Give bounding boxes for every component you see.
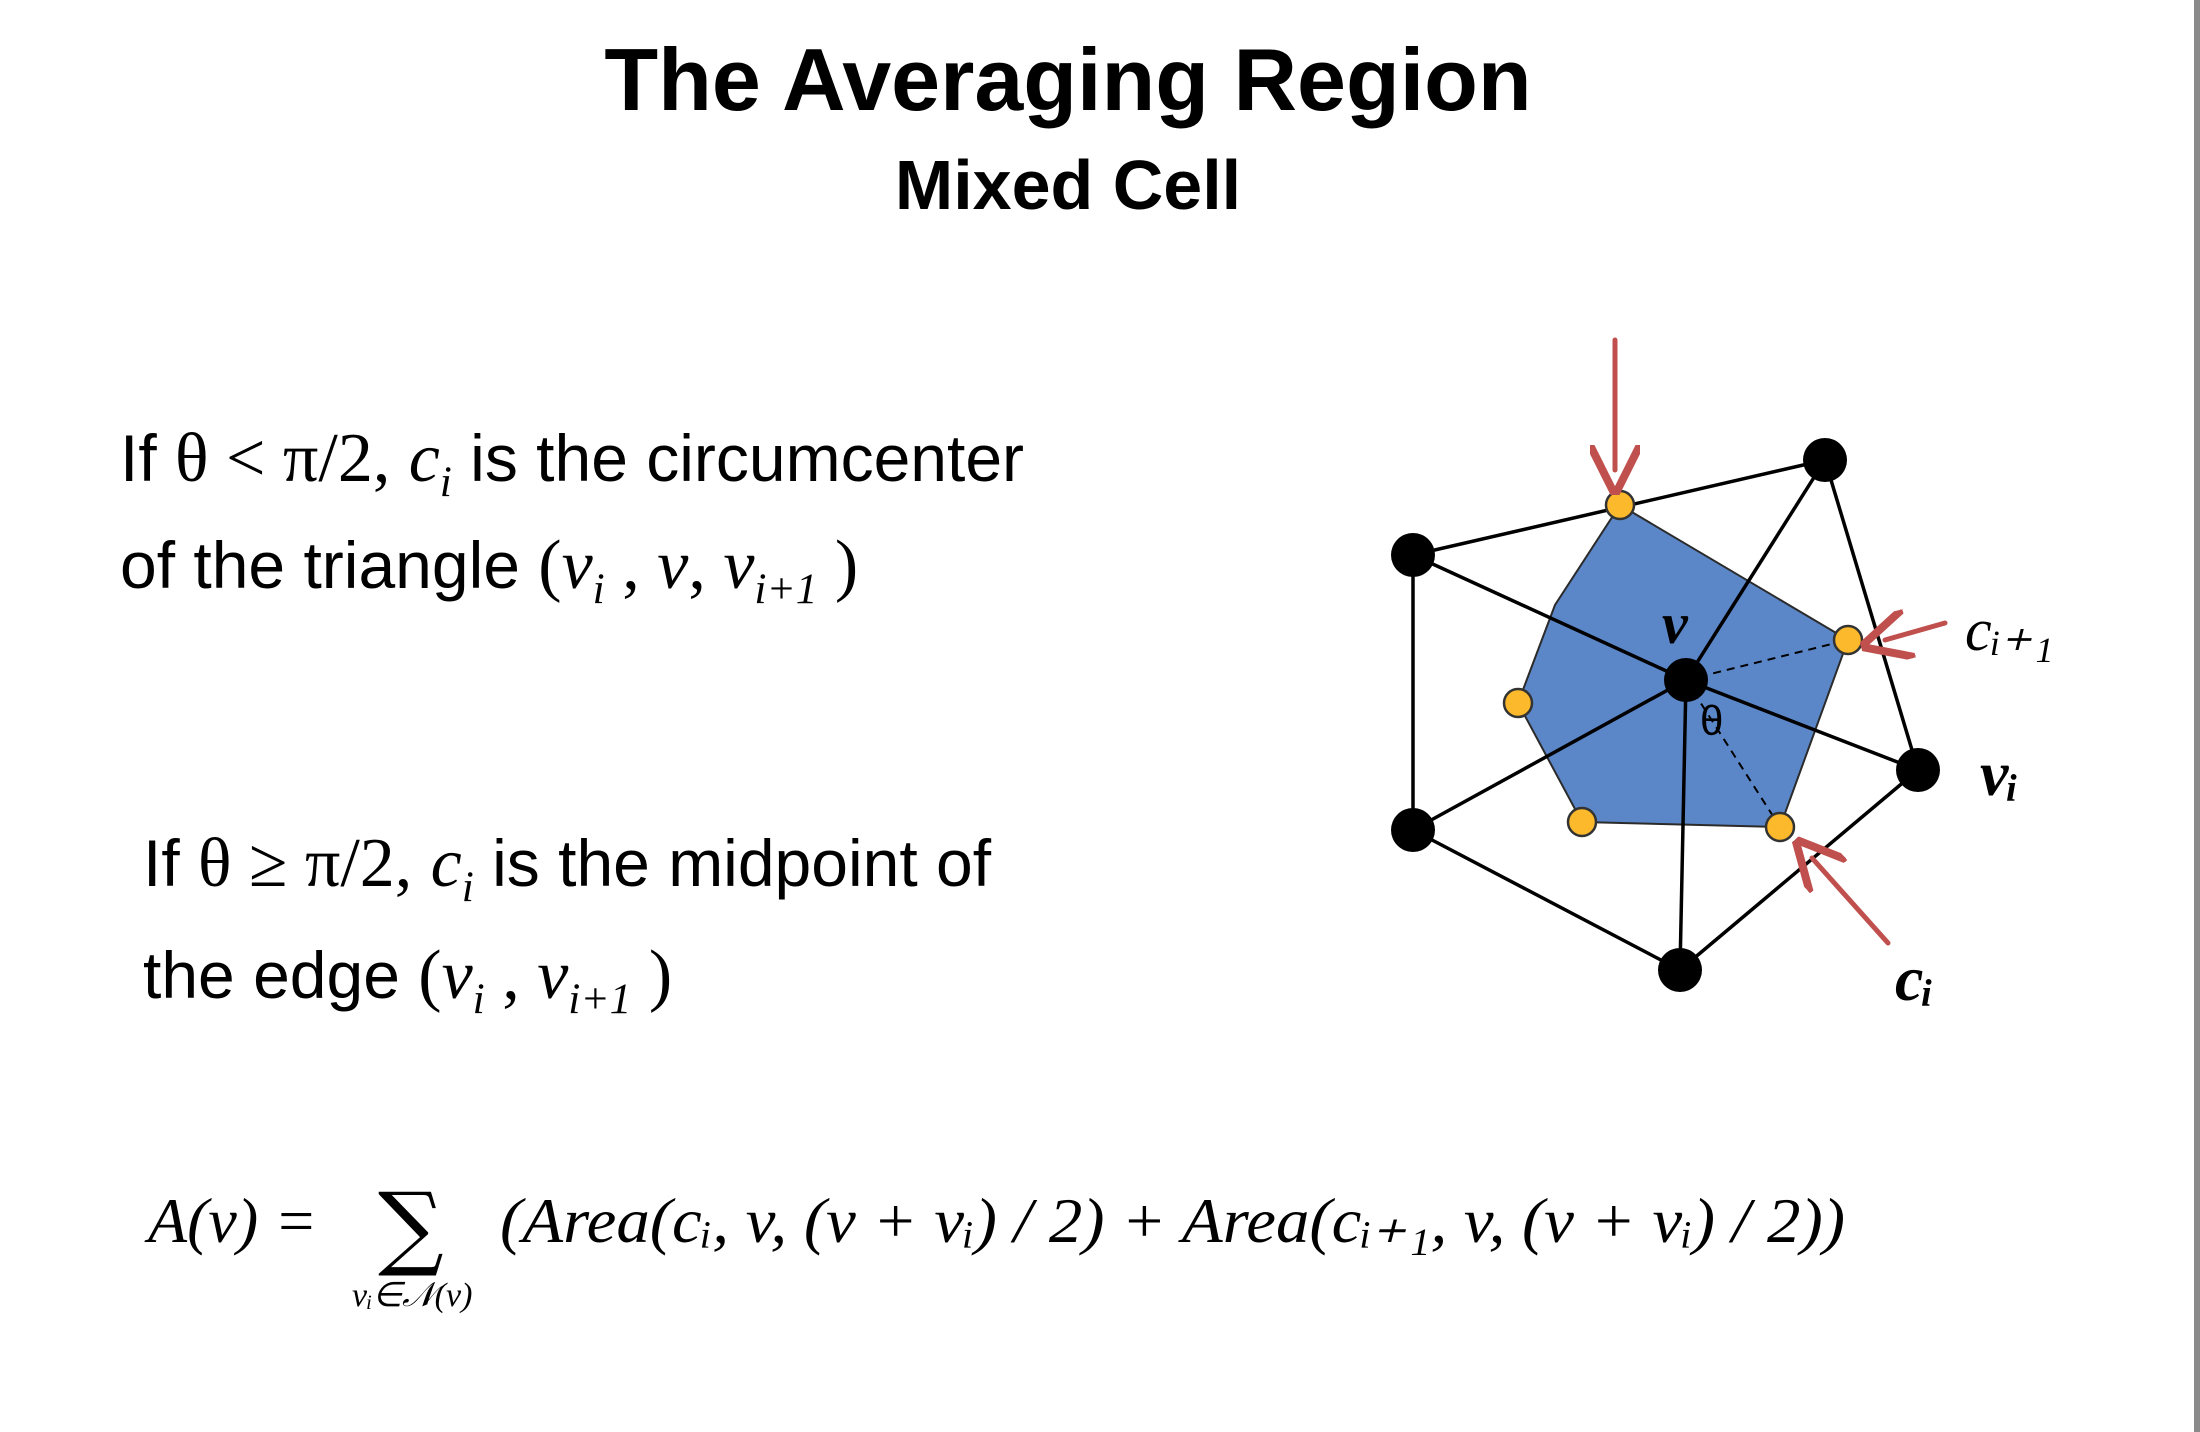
vertex-bottom <box>1658 948 1702 992</box>
corner-point-ci <box>1766 813 1794 841</box>
vertex-v <box>1664 658 1708 702</box>
arrow-ci <box>1812 858 1888 943</box>
case2-c-var: $c_i$ <box>430 825 474 912</box>
case2-the-edge: the edge <box>143 938 400 1012</box>
case2-if: If <box>143 826 180 900</box>
corner-point-ci1 <box>1834 626 1862 654</box>
label-vi: vᵢ <box>1980 738 2020 809</box>
vertex-top-right <box>1803 438 1847 482</box>
formula-subscript: vᵢ∈𝒩(v) <box>352 1277 473 1314</box>
label-ci: cᵢ <box>1895 943 1935 1014</box>
formula-sigma: ∑ <box>378 1173 444 1280</box>
arrow-ci1 <box>1885 623 1945 640</box>
formula-body: (Area(cᵢ, v, (v + vᵢ) / 2) + Area(cᵢ₊₁, v, (v + vᵢ) / 2)) <box>500 1185 1845 1256</box>
case2-condition: θ ≥ π/2, <box>198 825 413 902</box>
vertex-left-top <box>1391 533 1435 577</box>
case1-tuple: ($v_i$ , v, $v_{i+1}$ ) <box>538 527 859 614</box>
label-ci1: cᵢ₊₁ <box>1965 597 2054 663</box>
case1-of-triangle: of the triangle <box>120 528 520 602</box>
corner-point-left <box>1504 689 1532 717</box>
case1-condition: θ < π/2, <box>175 420 391 497</box>
label-v: v <box>1662 591 1688 656</box>
case2-tuple: ($v_i$ , $v_{i+1}$ ) <box>418 937 673 1024</box>
corner-point-bottom <box>1568 808 1596 836</box>
vertex-left-bottom <box>1391 808 1435 852</box>
formula-lhs: A(v) = <box>148 1185 318 1256</box>
slide-subtitle: Mixed Cell <box>894 146 1242 224</box>
case1-statement: is the circumcenter <box>470 421 1025 495</box>
corner-point-top <box>1606 491 1634 519</box>
label-theta: θ <box>1700 697 1724 744</box>
slide-title: The Averaging Region <box>604 30 1532 129</box>
case1-if: If <box>120 421 157 495</box>
case1-c-var: $c_i$ <box>408 420 452 507</box>
case2-statement: is the midpoint of <box>492 826 992 900</box>
vertex-vi <box>1896 748 1940 792</box>
